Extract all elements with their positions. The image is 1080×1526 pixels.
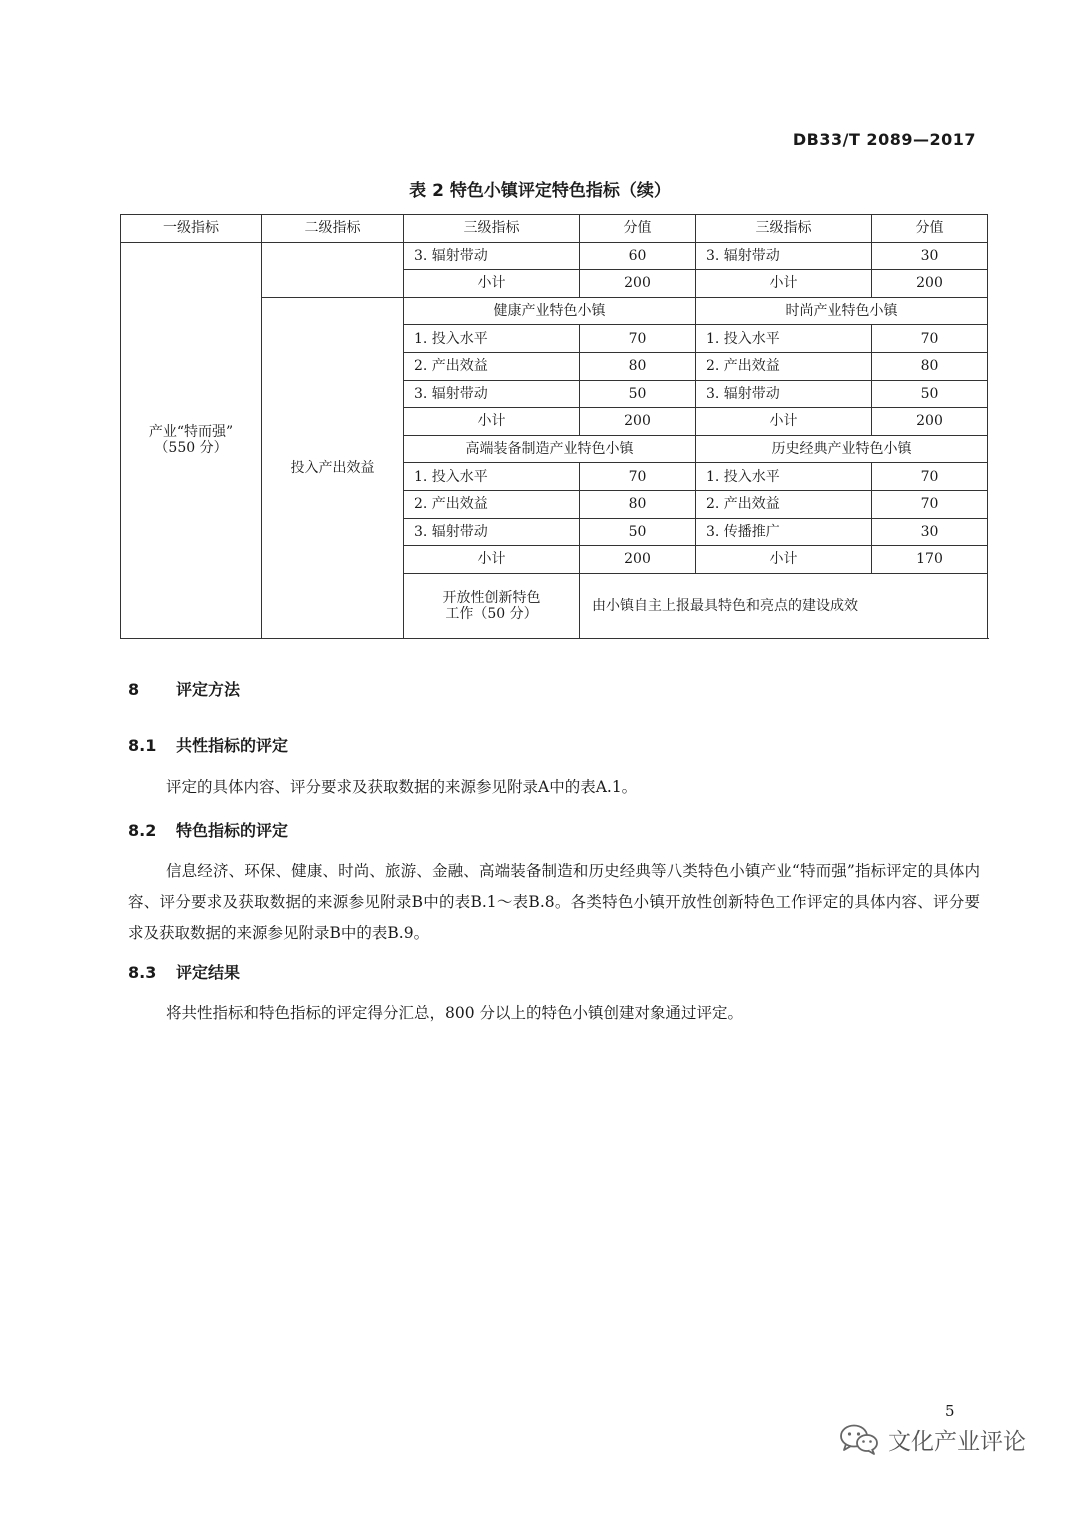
score-cell: 70 (872, 325, 988, 353)
score-cell: 80 (872, 352, 988, 380)
score-cell: 200 (580, 546, 696, 574)
score-cell: 50 (580, 380, 696, 408)
score-cell: 70 (872, 463, 988, 491)
score-cell: 50 (580, 518, 696, 546)
description-cell: 由小镇自主上报最具特色和亮点的建设成效 (580, 573, 988, 638)
level2-empty-cell (262, 242, 404, 297)
score-cell: 200 (580, 270, 696, 298)
section-title: 评定方法 (176, 680, 241, 699)
item-cell: 3. 辐射带动 (696, 242, 872, 270)
item-cell: 3. 辐射带动 (696, 380, 872, 408)
score-cell: 200 (872, 270, 988, 298)
header-cell: 分值 (872, 215, 988, 243)
score-cell: 70 (580, 463, 696, 491)
section-heading-8-2 (128, 818, 288, 841)
section-number: 8.3 (128, 963, 157, 982)
page-number: 5 (945, 1402, 955, 1420)
score-cell: 70 (580, 325, 696, 353)
score-cell: 80 (580, 490, 696, 518)
section-title: 特色指标的评定 (176, 821, 289, 840)
subtotal-cell: 小计 (404, 546, 580, 574)
section-heading-8-1 (128, 733, 288, 756)
item-cell: 3. 传播推广 (696, 518, 872, 546)
header-cell: 分值 (580, 215, 696, 243)
section-heading-8 (128, 677, 240, 700)
table-header-row (121, 215, 988, 243)
table-title: 表 2 特色小镇评定特色指标（续） (409, 181, 671, 201)
group-header-cell: 健康产业特色小镇 (404, 297, 696, 325)
section-number: 8 (128, 680, 140, 699)
section-8-3-text: 将共性指标和特色指标的评定得分汇总，800 分以上的特色小镇创建对象通过评定。 (166, 1004, 744, 1022)
item-cell: 1. 投入水平 (696, 463, 872, 491)
section-title: 评定结果 (176, 963, 241, 982)
group-header-cell: 历史经典产业特色小镇 (696, 435, 988, 463)
item-cell: 2. 产出效益 (696, 490, 872, 518)
document-code: DB33/T 2089—2017 (792, 130, 976, 149)
indicator-table (120, 214, 988, 639)
item-cell: 2. 产出效益 (696, 352, 872, 380)
score-cell: 70 (872, 490, 988, 518)
watermark (838, 1422, 1026, 1456)
score-cell: 60 (580, 242, 696, 270)
level1-industry-cell: 产业“特而强” （550 分） (121, 242, 262, 638)
table-row (121, 242, 988, 270)
section-number: 8.1 (128, 736, 157, 755)
subtotal-cell: 小计 (404, 408, 580, 436)
subtotal-cell: 小计 (696, 408, 872, 436)
item-cell: 3. 辐射带动 (404, 518, 580, 546)
item-cell: 1. 投入水平 (404, 463, 580, 491)
header-cell: 三级指标 (404, 215, 580, 243)
subtotal-cell: 小计 (404, 270, 580, 298)
item-cell: 3. 辐射带动 (404, 380, 580, 408)
section-title: 共性指标的评定 (176, 736, 289, 755)
header-cell: 一级指标 (121, 215, 262, 243)
subtotal-cell: 小计 (696, 270, 872, 298)
header-cell: 二级指标 (262, 215, 404, 243)
score-cell: 200 (580, 408, 696, 436)
score-cell: 30 (872, 518, 988, 546)
score-cell: 170 (872, 546, 988, 574)
watermark-text: 文化产业评论 (888, 1428, 1026, 1455)
item-cell: 1. 投入水平 (696, 325, 872, 353)
section-number: 8.2 (128, 821, 157, 840)
subtotal-cell: 小计 (696, 546, 872, 574)
item-cell: 3. 辐射带动 (404, 242, 580, 270)
section-heading-8-3 (128, 960, 240, 983)
item-cell: 1. 投入水平 (404, 325, 580, 353)
score-cell: 50 (872, 380, 988, 408)
header-cell: 三级指标 (696, 215, 872, 243)
item-cell: 2. 产出效益 (404, 490, 580, 518)
item-cell: 2. 产出效益 (404, 352, 580, 380)
score-cell: 30 (872, 242, 988, 270)
score-cell: 200 (872, 408, 988, 436)
section-8-1-text: 评定的具体内容、评分要求及获取数据的来源参见附录A中的表A.1。 (166, 778, 638, 796)
level2-io-cell: 投入产出效益 (262, 297, 404, 638)
score-cell: 80 (580, 352, 696, 380)
section-8-2-text: 信息经济、环保、健康、时尚、旅游、金融、高端装备制造和历史经典等八类特色小镇产业“特而强”指标评定的具体内容、评分要求及获取数据的来源参见附录B中的表B.1～表B.8。各类特色小镇开放性创新特色工作评定的具体内容、评分要求及获取数据的来源参见附录B中的表B.9。 (128, 862, 980, 942)
group-header-cell: 时尚产业特色小镇 (696, 297, 988, 325)
level1-open-cell: 开放性创新特色 工作（50 分） (404, 573, 580, 638)
wechat-icon (838, 1422, 880, 1456)
group-header-cell: 高端装备制造产业特色小镇 (404, 435, 696, 463)
